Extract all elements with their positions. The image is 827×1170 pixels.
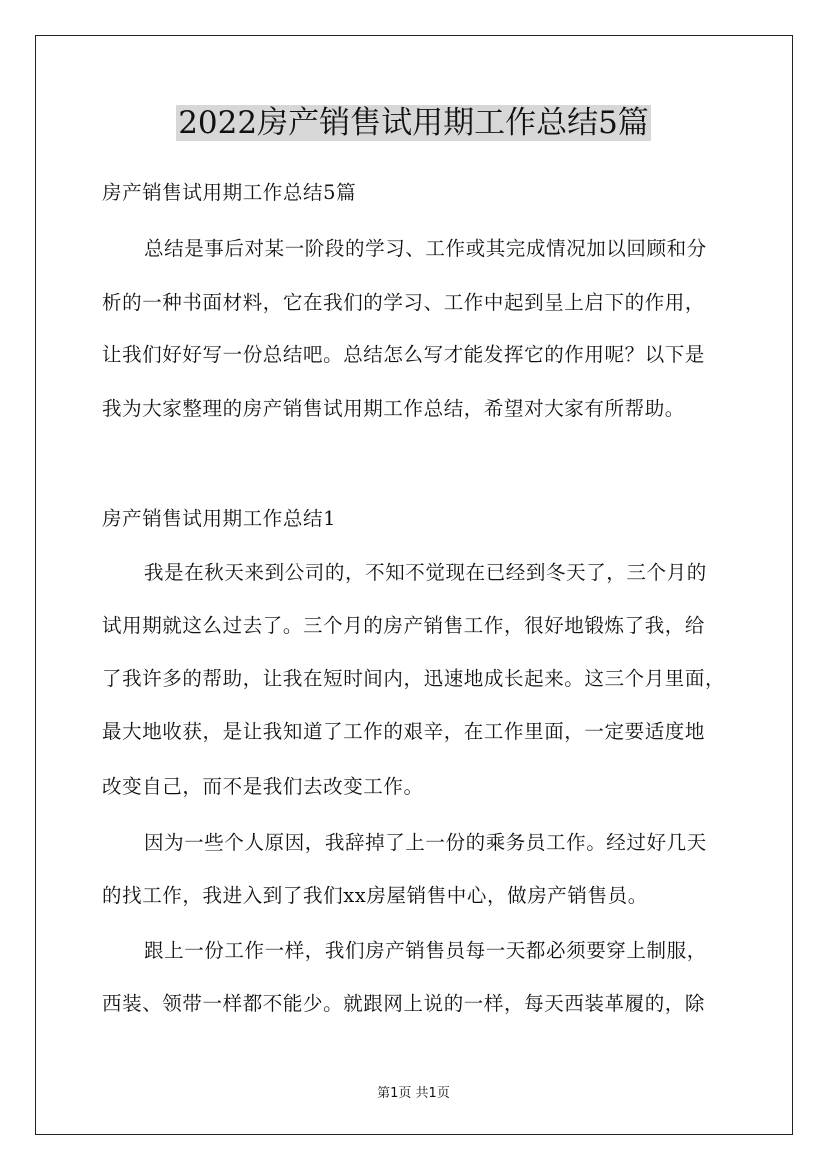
paragraph-line: 总结是事后对某一阶段的学习、工作或其完成情况加以回顾和分 <box>144 237 707 260</box>
page-footer: 第1页 共1页 <box>377 1086 450 1101</box>
paragraph-line: 跟上一份工作一样，我们房产销售员每一天都必须要穿上制服， <box>144 939 707 962</box>
paragraph-line: 最大地收获，是让我知道了工作的艰辛，在工作里面，一定要适度地 <box>102 720 706 743</box>
paragraph-line: 让我们好好写一份总结吧。总结怎么写才能发挥它的作用呢？以下是 <box>102 343 706 366</box>
document-title-text: 2022房产销售试用期工作总结5篇 <box>178 105 649 141</box>
section-heading: 房产销售试用期工作总结1 <box>102 507 337 530</box>
paragraph-line: 我是在秋天来到公司的，不知不觉现在已经到冬天了，三个月的 <box>144 561 707 584</box>
paragraph-line: 我为大家整理的房产销售试用期工作总结，希望对大家有所帮助。 <box>102 397 685 420</box>
paragraph-line: 改变自己，而不是我们去改变工作。 <box>102 775 424 798</box>
paragraph-line: 的找工作，我进入到了我们xx房屋销售中心，做房产销售员。 <box>102 884 648 907</box>
intro-heading: 房产销售试用期工作总结5篇 <box>102 181 357 204</box>
paragraph-line: 析的一种书面材料，它在我们的学习、工作中起到呈上启下的作用， <box>102 291 706 314</box>
paragraph-line: 试用期就这么过去了。三个月的房产销售工作，很好地锻炼了我，给 <box>102 614 706 637</box>
paragraph-line: 西装、领带一样都不能少。就跟网上说的一样，每天西装革履的，除 <box>102 992 706 1015</box>
paragraph-line: 因为一些个人原因，我辞掉了上一份的乘务员工作。经过好几天 <box>144 831 707 854</box>
document-title <box>0 102 827 144</box>
paragraph-line: 了我许多的帮助，让我在短时间内，迅速地成长起来。这三个月里面， <box>102 667 726 690</box>
